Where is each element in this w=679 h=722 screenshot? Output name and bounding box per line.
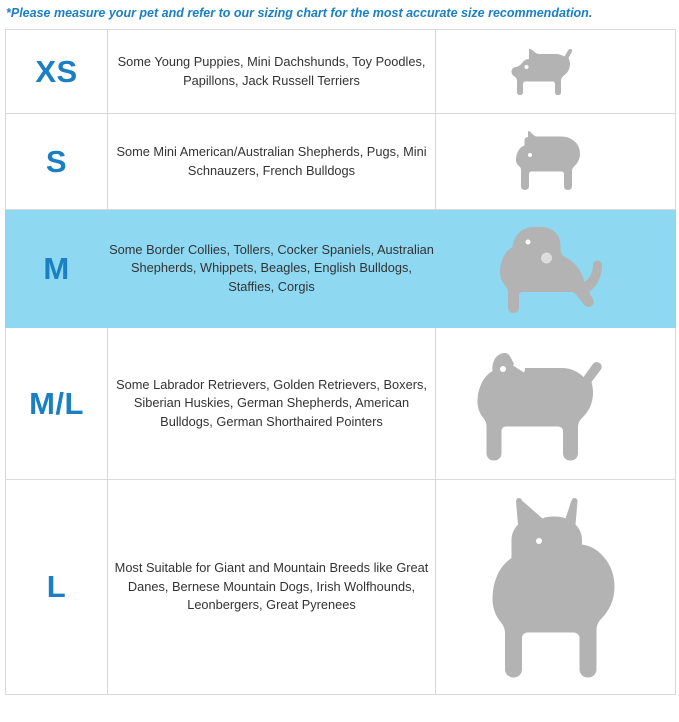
size-label-cell: M/L <box>6 328 108 480</box>
size-label-cell: L <box>6 480 108 695</box>
dog-illustration-cell <box>436 210 676 328</box>
retriever-silhouette-icon <box>472 340 640 468</box>
size-chart-table <box>5 29 676 695</box>
table-row <box>6 30 676 114</box>
dog-illustration-cell <box>436 328 676 480</box>
table-row <box>6 480 676 695</box>
size-label-cell: M <box>6 210 108 328</box>
spaniel-silhouette-icon <box>480 216 632 322</box>
breed-description-cell: Some Border Collies, Tollers, Cocker Spaniels, Australian Shepherds, Whippets, Beagles, English Bulldogs, Staffies, Corgis <box>108 210 436 328</box>
great-dane-silhouette-icon <box>481 493 631 681</box>
size-label-cell: S <box>6 114 108 210</box>
breed-description-cell: Some Labrador Retrievers, Golden Retrievers, Boxers, Siberian Huskies, German Shepherds, American Bulldogs, German Shorthaired Pointers <box>108 328 436 480</box>
table-row <box>6 114 676 210</box>
breed-description-cell: Some Mini American/Australian Shepherds, Pugs, Mini Schnauzers, French Bulldogs <box>108 114 436 210</box>
dog-illustration-cell <box>436 30 676 114</box>
size-label-cell: XS <box>6 30 108 114</box>
table-row <box>6 328 676 480</box>
measurement-note: *Please measure your pet and refer to our sizing chart for the most accurate size recommendation. <box>6 6 593 20</box>
dog-illustration-cell <box>436 114 676 210</box>
breed-description-cell: Most Suitable for Giant and Mountain Breeds like Great Danes, Bernese Mountain Dogs, Irish Wolfhounds, Leonbergers, Great Pyrenees <box>108 480 436 695</box>
breed-description-cell: Some Young Puppies, Mini Dachshunds, Toy Poodles, Papillons, Jack Russell Terriers <box>108 30 436 114</box>
small-dog-silhouette-icon <box>510 44 602 100</box>
dog-illustration-cell <box>436 480 676 695</box>
table-row <box>6 210 676 328</box>
bulldog-silhouette-icon <box>513 128 599 196</box>
